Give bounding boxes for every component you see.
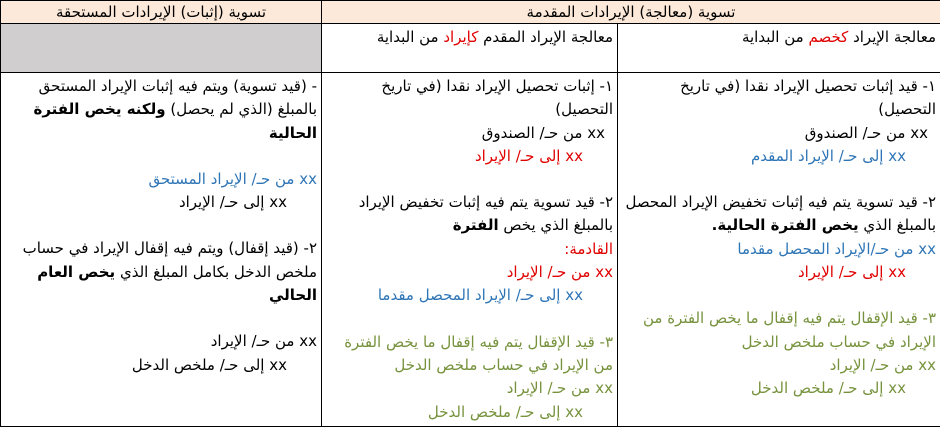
- accrued-entry2-debit: xx من حـ/ الإيراد: [210, 332, 317, 351]
- accrued-revenue-header: تسوية (إثبات) الإيرادات المستحقة: [1, 1, 322, 24]
- spacer: [326, 308, 613, 331]
- accrued-revenue-cell: [1, 73, 322, 427]
- spacer: [622, 168, 936, 191]
- content-row: [1, 73, 940, 427]
- expense-entry2-text: [622, 191, 936, 238]
- liability-entry1-debit: xx من حـ/ الصندوق: [481, 123, 605, 142]
- liability-entry1-text: ١- إثبات تحصيل الإيراد نقدا (في تاريخ التحصيل): [381, 77, 613, 119]
- accrued-entry2-bold: يخص العام الحالي: [37, 262, 317, 305]
- expense-entry3-debit: xx من حـ/ الإيراد: [829, 355, 936, 374]
- liability-entry2-credit: xx إلى حـ/ الإيراد المحصل مقدما: [377, 286, 583, 305]
- liability-entry2-debit: xx من حـ/ الإيراد: [506, 263, 613, 282]
- expense-entry2-credit: xx إلى حـ/ الإيراد: [797, 263, 906, 282]
- expense-entry3-text: ٣- قيد الإقفال يتم فيه إقفال ما يخص الفترة من الإيراد في حساب ملخص الدخل: [642, 309, 936, 351]
- spacer: [5, 307, 317, 330]
- as-expense-word: كخصم: [808, 28, 849, 46]
- liability-entry3-credit: xx إلى حـ/ ملخص الدخل: [427, 402, 583, 421]
- spacer: [326, 168, 613, 191]
- accrued-entry1-body: - (قيد تسوية) ويتم فيه إثبات الإيراد المستحق بالمبلغ (الذي لم يحصل): [38, 77, 317, 119]
- liability-entry3-debit: xx من حـ/ الإيراد: [506, 379, 613, 398]
- empty-gray-cell: [1, 24, 322, 73]
- as-liability-prefix: معالجة الإيراد المقدم: [478, 28, 613, 46]
- subheader-row: [1, 24, 940, 73]
- accrued-entry1-credit: xx إلى حـ/ الإيراد: [178, 193, 287, 212]
- as-liability-subheader: [322, 24, 618, 73]
- as-expense-prefix: معالجة الإيراد: [848, 28, 936, 46]
- accrued-entry2-text: [5, 237, 317, 307]
- expense-entry1-credit: xx إلى حـ/ الإيراد المقدم: [751, 146, 906, 165]
- expense-entry3-credit: xx إلى حـ/ ملخص الدخل: [750, 379, 906, 398]
- expense-entry1-text: ١- قيد إثبات تحصيل الإيراد نقدا (في تاريخ التحصيل): [680, 77, 936, 119]
- as-liability-suffix: من البداية: [376, 28, 444, 46]
- spacer: [5, 145, 317, 168]
- as-expense-suffix: من البداية: [741, 28, 809, 46]
- liability-entry3-text: ٣- قيد الإقفال يتم فيه إقفال ما يخص الفترة من الإيراد في حساب ملخص الدخل: [344, 332, 613, 374]
- as-expense-cell: [618, 73, 940, 427]
- accrued-entry2-body: ٢- (قيد إقفال) ويتم فيه إقفال الإيراد في حساب ملخص الدخل بكامل المبلغ الذي: [22, 239, 317, 281]
- as-liability-word: كإيراد: [443, 28, 479, 46]
- liability-entry2-text: [326, 191, 613, 238]
- header-row: [1, 1, 940, 24]
- accrued-entry2-credit: xx إلى حـ/ ملخص الدخل: [131, 355, 287, 374]
- spacer: [5, 214, 317, 237]
- as-expense-subheader: [618, 24, 940, 73]
- liability-entry1-credit: xx إلى حـ/ الإيراد: [474, 146, 583, 165]
- expense-entry2-body: ٢- قيد تسوية يتم فيه إثبات تخفيض الإيراد المحصل بالمبلغ الذي: [625, 193, 936, 235]
- as-liability-cell: [322, 73, 618, 427]
- accrued-entry1-bold: ولكنه يخص الفترة الحالية: [33, 100, 317, 142]
- liability-entry2-bold: الفترة: [452, 216, 499, 235]
- liability-entry2-body: ٢- قيد تسوية يتم فيه إثبات تخفيض الإيراد بالمبلغ الذي يخص: [358, 193, 613, 235]
- advance-revenue-header: تسوية (معالجة) الإيرادات المقدمة: [322, 1, 940, 24]
- liability-entry2-next: القادمة:: [564, 239, 613, 258]
- accrued-entry1-text: [5, 75, 317, 145]
- accrued-entry1-debit: xx من حـ/ الإيراد المستحق: [148, 169, 317, 188]
- spacer: [622, 284, 936, 307]
- expense-entry2-debit: xx من حـ/الإيراد المحصل مقدما: [737, 239, 936, 258]
- expense-entry1-debit: xx من حـ/ الصندوق: [804, 123, 928, 142]
- expense-entry2-bold: يخص الفترة الحالية.: [711, 216, 859, 235]
